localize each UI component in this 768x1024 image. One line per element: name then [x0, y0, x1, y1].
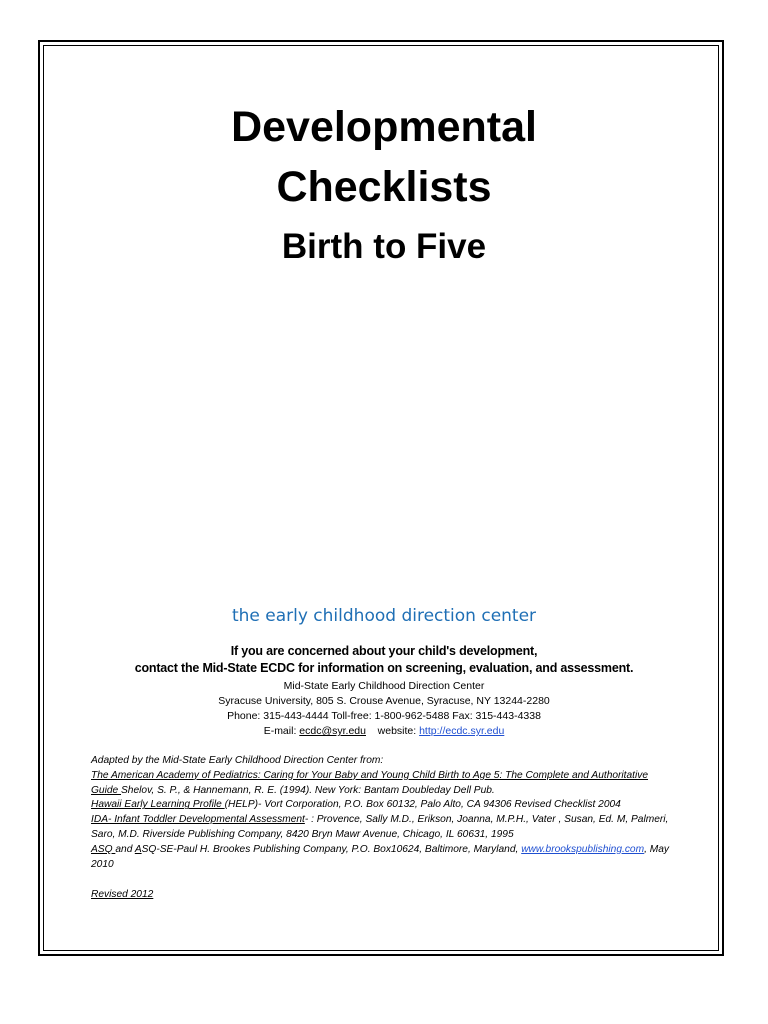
- reference-aap-title: The American Academy of Pediatrics: Caring for Your Baby and Young Child Birth to Age 5: The Complete and Authoritative Guide: [91, 769, 649, 796]
- phone-numbers: Phone: 315-443-4444 Toll-free: 1-800-962-5488 Fax: 315-443-4338: [227, 710, 541, 722]
- references-intro: Adapted by the Mid-State Early Childhood Direction Center from:: [91, 755, 384, 766]
- email-label: E-mail:: [263, 725, 300, 737]
- reference-asq-a: A: [134, 843, 142, 855]
- reference-aap: [91, 769, 671, 799]
- center-name: Mid-State Early Childhood Direction Center: [283, 680, 485, 692]
- concern-line-2: contact the Mid-State ECDC for information on screening, evaluation, and assessment.: [134, 661, 634, 675]
- brookspublishing-link[interactable]: www.brookspublishing.com: [521, 843, 645, 855]
- email-link[interactable]: ecdc@syr.edu: [299, 725, 366, 737]
- reference-ida-details: - : Provence, Sally M.D., Erikson, Joanna, M.P.H., Vater , Susan, Ed. M, Palmeri, Saro, M.D. Riverside Publishing Company, 8420 Bryn Mawr Avenue, Chicago, IL 60631, 1995: [91, 814, 669, 840]
- concern-line-1: If you are concerned about your child's development,: [230, 644, 538, 658]
- website-link[interactable]: http://ecdc.syr.edu: [419, 725, 505, 737]
- revised-date: Revised 2012: [91, 889, 154, 901]
- reference-asq-and: and: [115, 843, 135, 855]
- reference-aap-details: Shelov, S. P., & Hannemann, R. E. (1994). New York: Bantam Doubleday Dell Pub.: [121, 784, 495, 796]
- reference-ida-title: IDA- Infant Toddler Developmental Assessment: [91, 814, 305, 826]
- organization-heading: the early childhood direction center: [231, 606, 537, 626]
- references: [91, 754, 671, 903]
- reference-ida: [91, 813, 671, 843]
- street-address: Syracuse University, 805 S. Crouse Avenue, Syracuse, NY 13244-2280: [218, 695, 550, 707]
- title-line-2: Checklists: [276, 163, 492, 211]
- reference-asq-details: SQ-SE-Paul H. Brookes Publishing Company, P.O. Box10624, Baltimore, Maryland,: [141, 843, 522, 855]
- contact-line: [0, 725, 768, 737]
- reference-help: [91, 798, 671, 813]
- reference-help-title: Hawaii Early Learning Profile: [91, 799, 225, 811]
- subtitle: Birth to Five: [281, 227, 487, 266]
- reference-asq-date: , May 2010: [91, 843, 669, 870]
- reference-asq: [91, 843, 671, 873]
- reference-help-details: (HELP)- Vort Corporation, P.O. Box 60132, Palo Alto, CA 94306 Revised Checklist 2004: [224, 799, 621, 811]
- title-line-1: Developmental: [231, 103, 537, 151]
- website-label: website:: [365, 725, 420, 737]
- reference-asq-title: ASQ: [91, 843, 116, 855]
